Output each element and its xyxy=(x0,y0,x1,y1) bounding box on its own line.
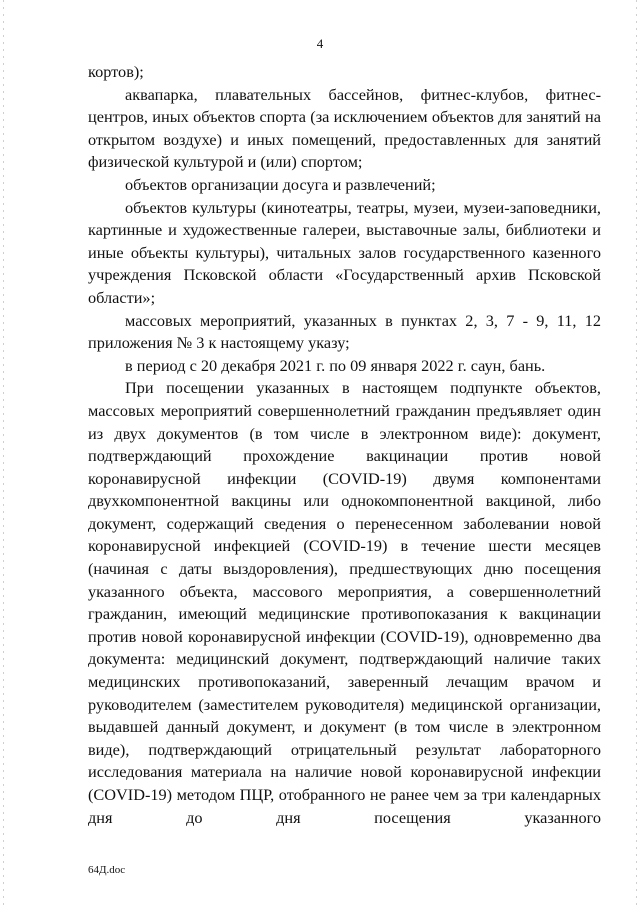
right-scan-edge xyxy=(636,0,637,905)
left-scan-edge xyxy=(3,0,4,905)
paragraph-4: объектов культуры (кинотеатры, театры, музеи, музеи-заповедники, картинные и художественные галереи, выставочные залы, библиотеки и иные объекты культуры), читальных залов государственного казенного учреждения Псковской области «Государственный архив Псковской области»; xyxy=(88,197,601,307)
document-body xyxy=(88,61,601,829)
page-number: 4 xyxy=(316,36,324,51)
paragraph-3: объектов организации досуга и развлечений; xyxy=(125,174,436,194)
paragraph-2: аквапарка, плавательных бассейнов, фитнес-клубов, фитнес-центров, иных объектов спорта (за исключением объектов для занятий на открытом воздухе) и иных помещений, предоставленных для занятий физической культурой и (или) спортом; xyxy=(88,84,601,172)
paragraph-7: При посещении указанных в настоящем подпункте объектов, массовых мероприятий совершеннолетний гражданин предъявляет один из двух документов (в том числе в электронном виде): документ, подтверждающий прохождение вакцинации против новой коронавирусной инфекции (COVID-19) двумя компонентами двухкомпонентной вакцины или однокомпонентной вакциной, либо документ, содержащий сведения о перенесенном заболевании новой коронавирусной инфекцией (COVID-19) в течение шести месяцев (начиная с даты выздоровления), предшествующих дню посещения указанного объекта, массового мероприятия, а совершеннолетний гражданин, имеющий медицинские противопоказания к вакцинации против новой коронавирусной инфекции (COVID-19), одновременно два документа: медицинский документ, подтверждающий наличие таких медицинских противопоказаний, заверенный лечащим врачом и руководителем (заместителем руководителя) медицинской организации, выдавшей данный документ, и документ (в том числе в электронном виде), подтверждающий отрицательный результат лабораторного исследования материала на наличие новой коронавирусной инфекции (COVID-19) методом ПЦР, отобранного не ранее чем за три календарных дня до дня посещения указанного xyxy=(88,378,601,827)
paragraph-6: в период с 20 декабря 2021 г. по 09 января 2022 г. саун, бань. xyxy=(125,355,546,375)
paragraph-1: кортов); xyxy=(88,62,144,81)
footer-filename: 64Д.doc xyxy=(88,864,126,876)
paragraph-5: массовых мероприятий, указанных в пунктах 2, 3, 7 - 9, 11, 12 приложения № 3 к настоящему указу; xyxy=(88,310,601,353)
